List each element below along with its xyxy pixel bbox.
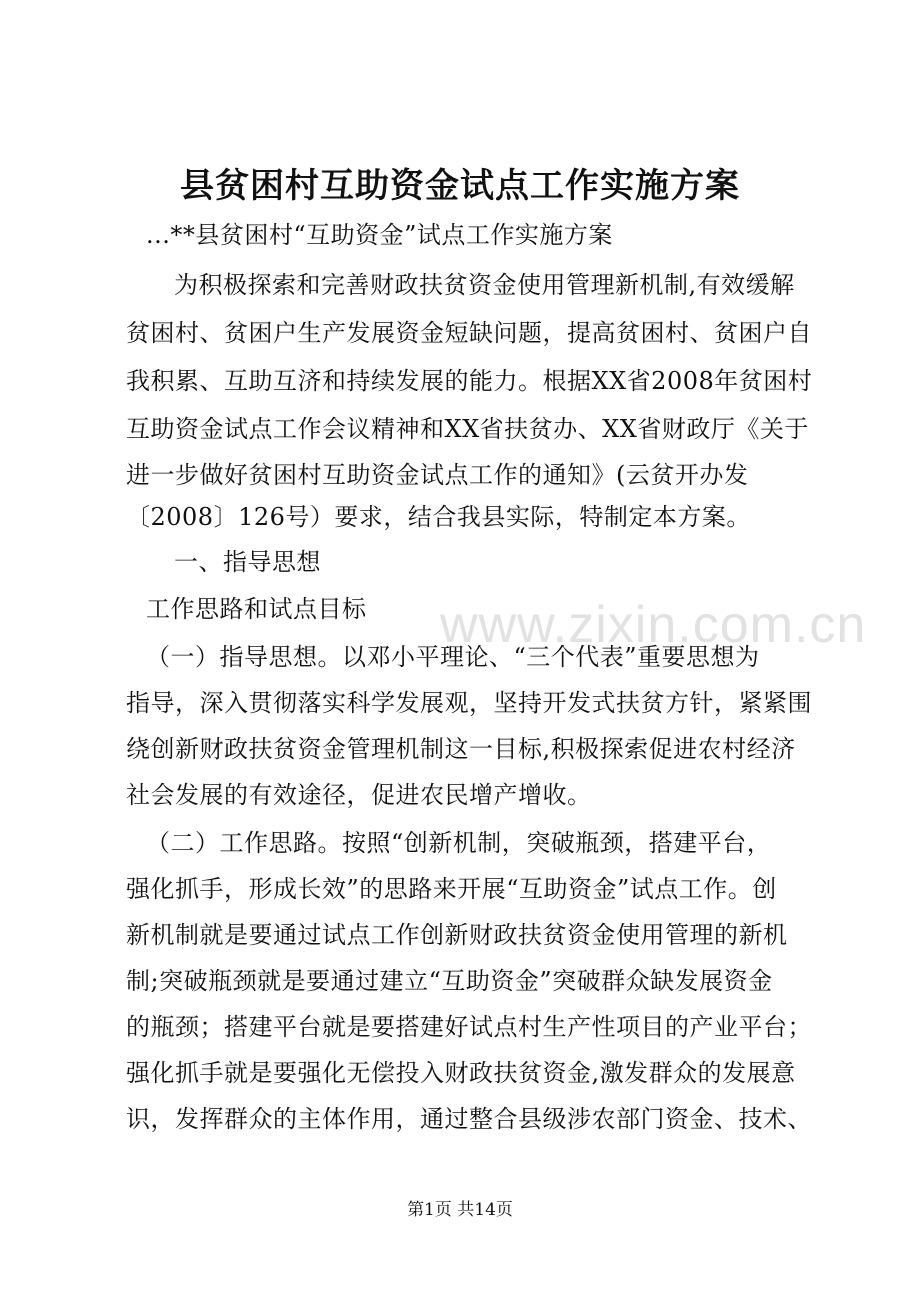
paragraph-line: 社会发展的有效途径，促进农民增产增收。 xyxy=(126,781,592,809)
paragraph-line: 〔2008〕126号）要求，结合我县实际，特制定本方案。 xyxy=(126,503,751,531)
subtitle-line: ...**县贫困村“互助资金”试点工作实施方案 xyxy=(146,221,613,249)
paragraph-line: 识，发挥群众的主体作用，通过整合县级涉农部门资金、技术、 xyxy=(126,1105,812,1133)
page-footer: 第1页 共14页 xyxy=(407,1200,513,1220)
document-title: 县贫困村互助资金试点工作实施方案 xyxy=(180,166,740,206)
section-heading: 一、指导思想 xyxy=(174,548,321,576)
paragraph-line: 指导，深入贯彻落实科学发展观，坚持开发式扶贫方针，紧紧围 xyxy=(126,689,812,717)
paragraph-line: 为积极探索和完善财政扶贫资金使用管理新机制,有效缓解 xyxy=(174,271,795,299)
paragraph-line: 的瓶颈；搭建平台就是要搭建好试点村生产性项目的产业平台； xyxy=(126,1013,812,1041)
paragraph-line: （一）指导思想。以邓小平理论、“三个代表”重要思想为 xyxy=(146,643,760,671)
watermark: www.zixin.com.cn xyxy=(440,596,867,654)
paragraph-line: 贫困村、贫困户生产发展资金短缺问题，提高贫困村、贫困户自 xyxy=(126,319,812,347)
paragraph-line: （二）工作思路。按照“创新机制，突破瓶颈，搭建平台， xyxy=(146,829,772,857)
paragraph-line: 绕创新财政扶贫资金管理机制这一目标,积极探索促进农村经济 xyxy=(126,735,796,763)
paragraph-line: 强化抓手就是要强化无偿投入财政扶贫资金,激发群众的发展意 xyxy=(126,1059,796,1087)
paragraph-line: 我积累、互助互济和持续发展的能力。根据XX省2008年贫困村 xyxy=(126,367,813,395)
section-subheading: 工作思路和试点目标 xyxy=(146,595,367,623)
paragraph-line: 进一步做好贫困村互助资金试点工作的通知》(云贫开办发 xyxy=(126,461,749,489)
paragraph-line: 互助资金试点工作会议精神和XX省扶贫办、XX省财政厅《关于 xyxy=(126,415,809,443)
paragraph-line: 制;突破瓶颈就是要通过建立“互助资金”突破群众缺发展资金 xyxy=(126,967,773,995)
paragraph-line: 新机制就是要通过试点工作创新财政扶贫资金使用管理的新机 xyxy=(126,921,788,949)
paragraph-line: 强化抓手，形成长效”的思路来开展“互助资金”试点工作。创 xyxy=(126,875,777,903)
